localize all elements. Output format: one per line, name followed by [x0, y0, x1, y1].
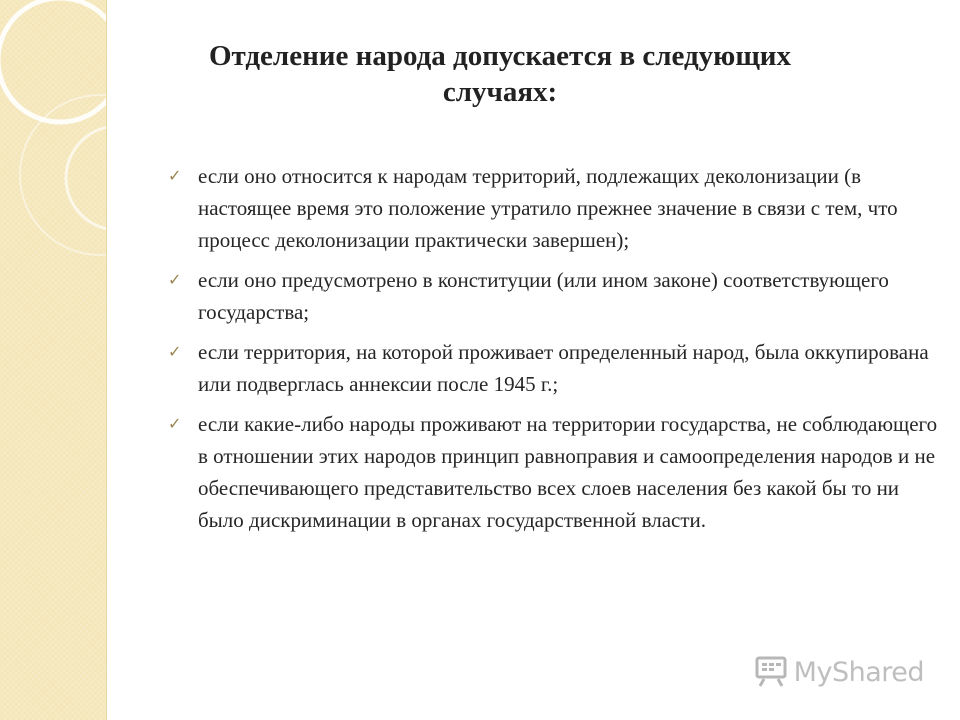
list-item: [165, 160, 945, 256]
check-icon: ✓: [168, 342, 182, 361]
bullet-text: если территория, на которой проживает определенный народ, была оккупирована или подверглась аннексии после 1945 г.;: [198, 340, 929, 396]
bullet-text: если оно относится к народам территорий, подлежащих деколонизации (в настоящее время это положение утратило прежнее значение в связи с тем, что процесс деколонизации практически завершен);: [198, 164, 898, 252]
list-item: [165, 408, 945, 536]
list-item: [165, 336, 945, 400]
bullet-text: если оно предусмотрено в конституции (или ином законе) соответствующего государства;: [198, 268, 889, 324]
check-icon: ✓: [168, 414, 182, 433]
slide-title: Отделение народа допускается в следующих случаях:: [208, 40, 792, 108]
presentation-board-icon: [754, 655, 788, 689]
bullet-list: [165, 160, 945, 544]
check-icon: ✓: [168, 166, 182, 185]
decorative-rings-icon: [0, 0, 106, 720]
list-item: [165, 264, 945, 328]
watermark-text: MyShared: [793, 656, 924, 688]
decorative-side-strip: [0, 0, 107, 720]
check-icon: ✓: [168, 270, 182, 289]
watermark: [754, 655, 924, 689]
bullet-text: если какие-либо народы проживают на территории государства, не соблюдающего в отношении этих народов принцип равноправия и самоопределения народов и не обеспечивающего представительство всех слоев населения без какой бы то ни было дискриминации в органах государственной власти.: [198, 412, 938, 532]
